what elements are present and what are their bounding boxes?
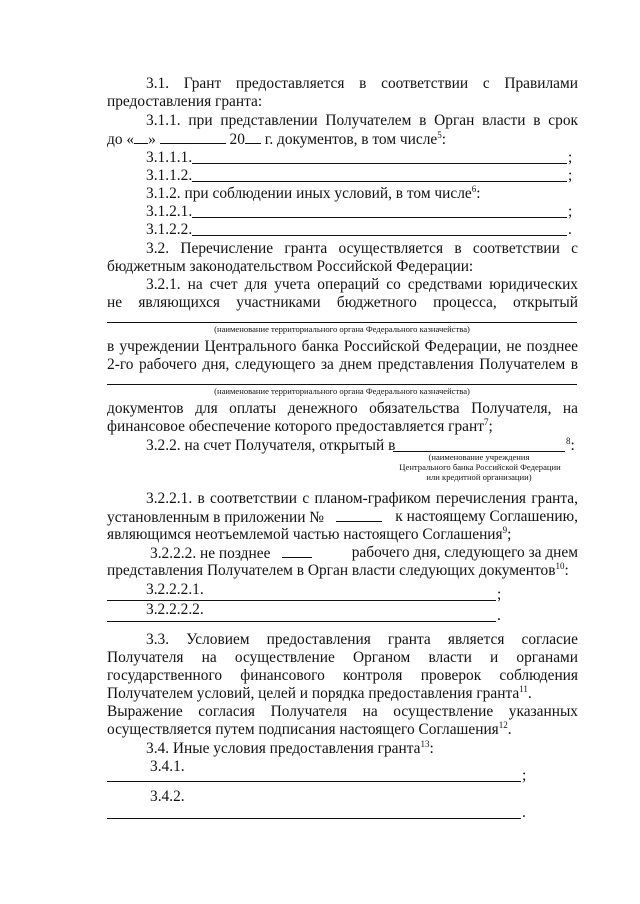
footnote-5: 5 (437, 129, 442, 140)
bank-caption-2: Центрального банка Российской Федерации (399, 462, 561, 472)
clause-3-2-1-line-2: не являющихся участниками бюджетного процесса, открытый (107, 294, 578, 311)
day-blank (134, 130, 148, 144)
clause-3-4-1-blank (107, 765, 521, 782)
clause-3-2-2-2-1-label: 3.2.2.2.1. (146, 581, 204, 598)
clause-3-3-line-4-dot: . (527, 685, 532, 702)
clause-3-4-2-blank (107, 802, 521, 819)
clause-3-3-end: . (507, 721, 512, 738)
clause-3-2-2-2-2-blank (107, 605, 496, 622)
clause-3-1-1-line-1: 3.1.1. при представлении Получателем в Орган власти в срок (146, 112, 578, 129)
clause-3-1-1-1-blank (192, 147, 567, 164)
year-prefix: 20 (229, 131, 245, 148)
clause-3-1-2-1-label: 3.1.2.1. (146, 203, 193, 220)
clause-3-2-line-1: 3.2. Перечисление гранта осуществляется в соответствии с (146, 240, 578, 257)
clause-3-4-text: 3.4. Иные условия предоставления гранта (146, 740, 421, 757)
clause-3-4-1-label: 3.4.1. (150, 758, 185, 775)
footnote-11: 11 (519, 683, 528, 694)
clause-3-1-2-2-blank (192, 219, 567, 236)
clause-3-2-2-2-1-blank (107, 584, 496, 601)
clause-3-3-line-3: государственного финансового контроля проверок соблюдения (107, 667, 578, 684)
clause-3-2-2-2-line-1 (150, 544, 578, 563)
footnote-10: 10 (555, 560, 565, 571)
clause-3-4-2-label: 3.4.2. (150, 788, 185, 805)
footnote-9: 9 (502, 524, 508, 535)
clause-3-4 (146, 740, 434, 758)
clause-3-1-2-1-blank (192, 201, 567, 218)
treasury-caption-1: (наименование территориального органа Федерального казначейства) (214, 324, 470, 334)
bank-caption-1: (наименование учреждения (428, 452, 530, 462)
clause-3-2-2-tail (566, 437, 575, 455)
deadline-text: 3.2.2.2. не позднее (150, 545, 271, 562)
clause-3-4-1-end: ; (522, 767, 527, 784)
docs-text: г. документов, в том числе (264, 131, 438, 148)
clause-3-3-line-1: 3.3. Условием предоставления гранта является согласие (146, 631, 578, 648)
date-prefix: до « (107, 131, 135, 148)
clause-3-2-line-2: бюджетным законодательством Российской Федерации: (107, 258, 474, 275)
clause-3-2-2-1-line-2 (107, 508, 578, 527)
clause-3-1-line-1: 3.1. Грант предоставляется в соответствии с Правилами (146, 75, 578, 92)
date-quote: » (148, 131, 156, 148)
treasury-name-line-1 (107, 322, 577, 323)
clause-3-2-1-line-6-text: финансовое обеспечение которого предоставляется грант (107, 418, 484, 435)
clause-3-2-2-2-line-2 (107, 562, 569, 580)
footnote-12: 12 (498, 719, 508, 730)
annex-tail: к настоящему Соглашению, (395, 508, 578, 525)
footnote-8: 8 (566, 435, 571, 446)
clause-3-1-2-1-end: ; (568, 203, 573, 220)
clause-3-4-2-end: . (522, 804, 526, 821)
clause-3-2-2-2-2-end: . (497, 607, 501, 624)
clause-3-2-2-2-line-2-text: представления Получателем в Орган власти следующих документов (107, 562, 556, 579)
footnote-6: 6 (471, 183, 477, 194)
clause-3-2-2-2-2-label: 3.2.2.2.2. (146, 601, 204, 618)
clause-3-2-1-line-5: документов для оплаты денежного обязательства Получателя, на (107, 400, 578, 417)
clause-3-2-1-end: ; (488, 418, 493, 435)
footnote-7: 7 (483, 416, 489, 427)
clause-3-1-1-2-label: 3.1.1.2. (146, 167, 193, 184)
clause-3-1-1-1-label: 3.1.1.1. (146, 149, 193, 166)
clause-3-1-1-1-end: ; (568, 149, 573, 166)
annex-text: установленным в приложении № (107, 509, 324, 526)
deadline-tail: рабочего дня, следующего за днем (351, 544, 578, 561)
docs-colon: : (441, 131, 447, 148)
footnote-13: 13 (420, 738, 430, 749)
clause-3-3-line-4 (107, 685, 532, 703)
clause-3-2-2-1-line-1: 3.2.2.1. в соответствии с планом-графиком перечисления гранта, (146, 490, 578, 507)
treasury-name-line-2 (107, 384, 577, 385)
clause-3-3-line-6-text: осуществляется путем подписания настоящего Соглашения (107, 721, 499, 738)
deadline-days-blank (282, 544, 312, 558)
clause-3-2-1-line-4: 2-го рабочего дня, следующего за днем представления Получателем в (107, 356, 578, 373)
clause-3-1-1-2-blank (192, 165, 567, 182)
clause-3-1-2-2-label: 3.1.2.2. (146, 221, 193, 238)
clause-3-4-colon: : (429, 740, 434, 757)
clause-3-1-line-2: предоставления гранта: (107, 93, 263, 110)
treasury-caption-2: (наименование территориального органа Федерального казначейства) (214, 386, 470, 396)
month-blank (160, 130, 226, 144)
clause-3-2-2-text: 3.2.2. на счет Получателя, открытый в (146, 437, 396, 454)
clause-3-3-line-4-text: Получателем условий, целей и порядка предоставления гранта (107, 685, 520, 702)
clause-3-2-1-line-6 (107, 418, 493, 436)
clause-3-1-1-2-end: ; (568, 167, 573, 184)
clause-3-2-2-end: : (570, 437, 575, 454)
bank-caption-3: или кредитной организации) (426, 472, 532, 482)
clause-3-2-2-1-line-3-text: являющимся неотъемлемой частью настоящего Соглашения (107, 526, 503, 543)
clause-3-3-line-5: Выражение согласия Получателя на осуществление указанных (107, 703, 578, 720)
clause-3-2-2-1-end: ; (507, 526, 512, 543)
clause-3-2-2-2-1-end: ; (497, 586, 502, 603)
clause-3-2-2-2-end: : (564, 562, 569, 579)
clause-3-1-2-text: 3.1.2. при соблюдении иных условий, в том числе (146, 185, 472, 202)
clause-3-2-1-line-1: 3.2.1. на счет для учета операций со средствами юридических (146, 276, 578, 293)
clause-3-1-2-2-end: . (568, 221, 572, 238)
clause-3-2-1-line-3: в учреждении Центрального банка Российской Федерации, не позднее (107, 338, 578, 355)
clause-3-3-line-2: Получателя на осуществление Органом власти и органами (107, 649, 578, 666)
clause-3-3-line-6 (107, 721, 512, 739)
year-blank (245, 130, 261, 144)
bank-name-blank (393, 435, 565, 452)
clause-3-1-2-colon: : (476, 185, 481, 202)
annex-number-blank (336, 508, 382, 522)
clause-3-2-2-1-line-3 (107, 526, 511, 544)
